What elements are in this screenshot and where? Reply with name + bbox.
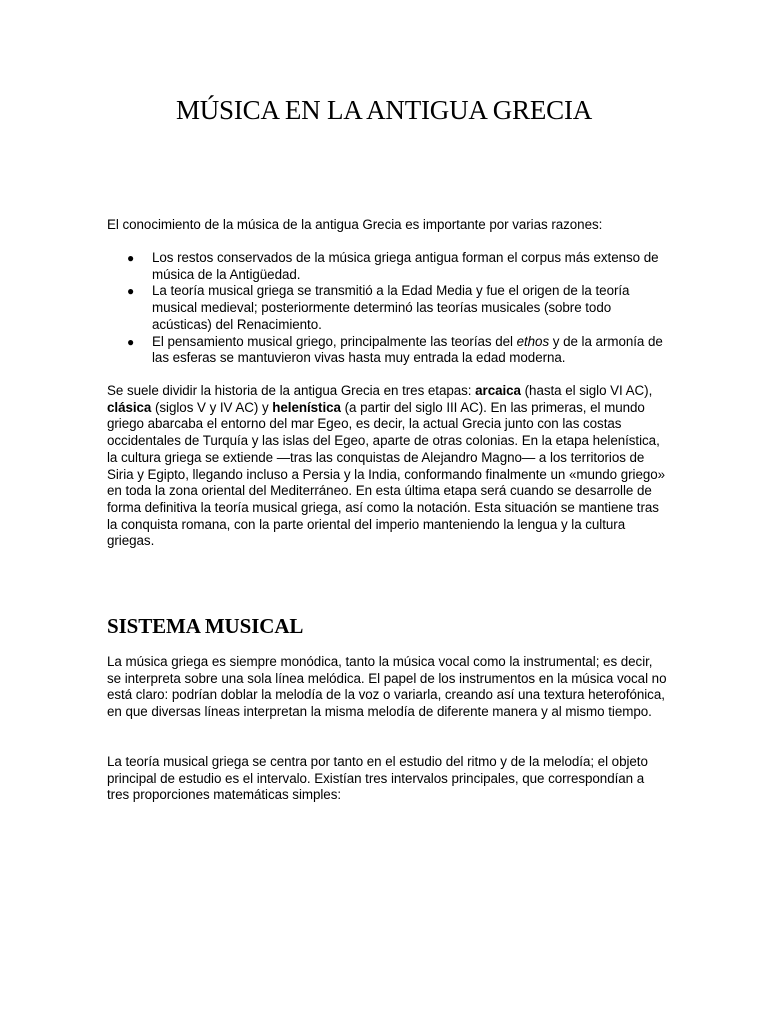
list-item-text-part: El pensamiento musical griego, principalmente las teorías del	[152, 333, 517, 349]
bullet-icon: ●	[127, 334, 135, 349]
list-item	[107, 283, 667, 333]
term-arcaica: arcaica	[475, 383, 521, 398]
paragraph-text: (a partir del siglo III AC). En las primeras, el mundo griego abarcaba el entorno del mar Egeo, es decir, la actual Grecia junto con las costas occidentales de Turquía y las islas del Egeo, aparte de otras colonias. En la etapa helenística, la cultura griega se extiende —tras las conquistas de Alejandro Magno— a los territorios de Siria y Egipto, llegando incluso a Persia y la India, conformando finalmente un «mundo griego» en toda la zona oriental del Mediterráneo. En esta última etapa será cuando se desarrolle de forma definitiva la teoría musical griega, así como la notación. Esta situación se mantiene tras la conquista romana, con la parte oriental del imperio manteniendo la lengua y la cultura griegas.	[107, 399, 666, 549]
paragraph-text: (siglos V y IV AC) y	[151, 399, 273, 415]
list-item-text: La teoría musical griega se transmitió a la Edad Media y fue el origen de la teoría musical medieval; posteriormente determinó las teorías musicales (sobre todo acústicas) del Renacimiento.	[152, 283, 630, 332]
theory-paragraph: La teoría musical griega se centra por tanto en el estudio del ritmo y de la melodía; el objeto principal de estudio es el intervalo. Existían tres intervalos principales, que correspondían a tres proporciones matemáticas simples:	[107, 754, 648, 803]
reasons-list	[107, 250, 667, 367]
history-paragraph	[107, 383, 667, 550]
term-helenistica: helenística	[272, 399, 341, 415]
ethos-term: ethos	[516, 333, 550, 349]
list-item	[107, 250, 667, 283]
list-item-text	[152, 334, 663, 366]
intro-paragraph: El conocimiento de la música de la antigua Grecia es importante por varias razones:	[107, 217, 603, 232]
bullet-icon: ●	[127, 251, 135, 265]
monody-paragraph: La música griega es siempre monódica, tanto la música vocal como la instrumental; es decir, se interpreta sobre una sola línea melódica. El papel de los instrumentos en la música vocal no está claro: podrían doblar la melodía de la voz o variarla, creando así una textura heterofónica, en que diversas líneas interpretan la misma melodía de diferente manera y al mismo tiempo.	[107, 654, 667, 720]
list-item-text-part: y de la armonía de las esferas se mantuvieron vivas hasta muy entrada la edad moderna.	[152, 333, 663, 366]
list-item	[107, 334, 667, 367]
page-title: MÚSICA EN LA ANTIGUA GRECIA	[175, 95, 593, 125]
paragraph-text: Se suele dividir la historia de la antigua Grecia en tres etapas:	[107, 383, 476, 398]
paragraph-text: (hasta el siglo VI AC),	[520, 383, 653, 398]
section-title: SISTEMA MUSICAL	[107, 614, 304, 638]
term-clasica: clásica	[107, 399, 152, 415]
bullet-icon: ●	[127, 284, 135, 299]
list-item-text: Los restos conservados de la música griega antigua forman el corpus más extenso de música de la Antigüedad.	[152, 250, 659, 282]
